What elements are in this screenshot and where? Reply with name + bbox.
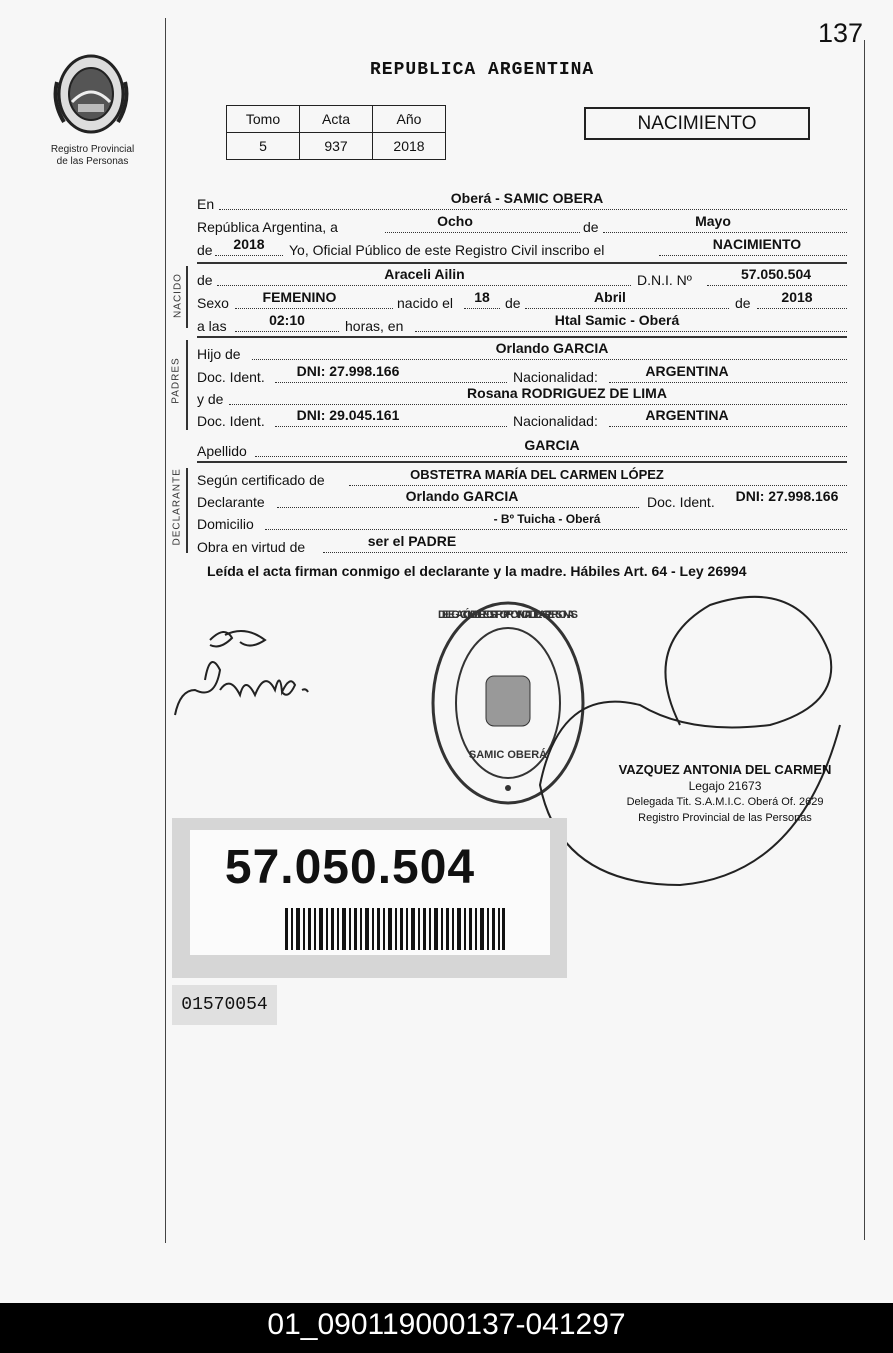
acta-value-acta: 937 <box>300 133 373 160</box>
padre-name: Orlando GARCIA <box>495 340 609 356</box>
date-day: Ocho <box>437 213 473 229</box>
stamp-outer-text: DELEGACIÓN DEL REGISTRO PROVINCIAL DE LAS PERSONAS <box>438 609 578 621</box>
official-signature <box>520 585 850 895</box>
closing-statement: Leída el acta firman conmigo el declarante y la madre. Hábiles Art. 64 - Ley 26994 <box>207 563 747 579</box>
date-year: 2018 <box>233 236 265 252</box>
certificado-value: OBSTETRA MARÍA DEL CARMEN LÓPEZ <box>410 467 664 482</box>
declarant-signature <box>170 620 330 720</box>
apellido-value: GARCIA <box>524 437 580 453</box>
left-margin-rule <box>165 18 166 1243</box>
date-de-label: de <box>583 219 599 235</box>
hijo-de-label: Hijo de <box>197 346 241 362</box>
acta-header-tomo: Tomo <box>227 106 300 133</box>
logo-caption-line2: de las Personas <box>56 156 129 167</box>
sexo-label: Sexo <box>197 295 229 311</box>
official-cargo: Delegada Tit. S.A.M.I.C. Oberá Of. 2629 <box>626 796 824 808</box>
year-de-label: de <box>197 242 213 258</box>
obra-label: Obra en virtud de <box>197 539 306 555</box>
domicilio-label: Domicilio <box>197 516 254 532</box>
y-de-label: y de <box>197 391 224 407</box>
nacido-dni-label: D.N.I. Nº <box>637 272 692 288</box>
birth-de-label: de <box>505 295 521 311</box>
date-month: Mayo <box>695 213 731 229</box>
barcode-label <box>190 830 550 955</box>
official-block <box>605 762 845 826</box>
birth-day: 18 <box>474 289 490 305</box>
acta-table <box>226 105 446 160</box>
madre-name: Rosana RODRIGUEZ DE LIMA <box>467 385 667 401</box>
birth-month: Abril <box>594 289 626 305</box>
logo-caption <box>30 144 155 168</box>
nacido-el-label: nacido el <box>397 295 454 311</box>
birth-place: Htal Samic - Oberá <box>554 312 680 328</box>
padre-nac-label: Nacionalidad: <box>513 369 598 385</box>
madre-doc: DNI: 29.045.161 <box>296 407 400 423</box>
apellido-label: Apellido <box>197 443 247 459</box>
declarante-doc-label: Doc. Ident. <box>647 494 715 510</box>
declarante-section-label: DECLARANTE <box>171 468 183 546</box>
inscription-row <box>197 238 847 258</box>
madre-doc-row <box>197 409 847 429</box>
place-label: En <box>197 196 215 212</box>
declarante-bracket <box>186 468 188 553</box>
obra-value: ser el PADRE <box>367 533 457 549</box>
declarante-label: Declarante <box>197 494 265 510</box>
barcode-bars <box>285 908 505 950</box>
serial-number: 01570054 <box>172 985 277 1025</box>
nacido-section-label: NACIDO <box>172 273 184 318</box>
page-title: REPUBLICA ARGENTINA <box>370 60 595 80</box>
barcode-number: 57.050.504 <box>224 841 476 894</box>
madre-nac-label: Nacionalidad: <box>513 413 598 429</box>
place-value: Oberá - SAMIC OBERA <box>450 190 604 206</box>
nacido-bracket <box>186 266 188 328</box>
padre-nationality: ARGENTINA <box>645 363 729 379</box>
birth-year: 2018 <box>781 289 813 305</box>
nacido-de-label: de <box>197 272 213 288</box>
madre-doc-label: Doc. Ident. <box>197 413 265 429</box>
barcode-sticker <box>172 818 567 978</box>
horas-label: horas, en <box>345 318 404 334</box>
inscription-tipo: NACIMIENTO <box>712 236 802 252</box>
declarante-name: Orlando GARCIA <box>405 488 519 504</box>
provincial-seal-logo <box>52 52 130 142</box>
padre-doc: DNI: 27.998.166 <box>296 363 400 379</box>
padre-doc-label: Doc. Ident. <box>197 369 265 385</box>
acta-header-acta: Acta <box>300 106 373 133</box>
page-number: 137 <box>817 18 863 48</box>
domicilio-value: - Bº Tuicha - Oberá <box>493 512 601 526</box>
apellido-row <box>197 439 847 459</box>
birth-hour: 02:10 <box>269 312 305 328</box>
sexo-value: FEMENINO <box>262 289 337 305</box>
certificado-label: Según certificado de <box>197 472 325 488</box>
madre-nationality: ARGENTINA <box>645 407 729 423</box>
alas-label: a las <box>197 318 227 334</box>
right-margin-rule <box>864 40 865 1240</box>
official-registro: Registro Provincial de las Personas <box>638 812 812 824</box>
nacido-time-row <box>197 314 847 334</box>
acta-header-ano: Año <box>373 106 446 133</box>
obra-row <box>197 535 847 555</box>
inscription-text: Yo, Oficial Público de este Registro Civil inscribo el <box>289 242 605 258</box>
declarante-doc: DNI: 27.998.166 <box>735 488 839 504</box>
footer-document-id: 01_090119000137-041297 <box>0 1303 893 1353</box>
official-legajo: Legajo 21673 <box>688 779 762 793</box>
republic-label: República Argentina, a <box>197 219 338 235</box>
padres-bracket <box>186 340 188 430</box>
official-name: VAZQUEZ ANTONIA DEL CARMEN <box>618 762 832 777</box>
acta-value-tomo: 5 <box>227 133 300 160</box>
birth-de2-label: de <box>735 295 751 311</box>
nacido-name: Araceli Ailin <box>384 266 465 282</box>
acta-value-ano: 2018 <box>373 133 446 160</box>
nacido-dni: 57.050.504 <box>740 266 812 282</box>
padres-section-label: PADRES <box>170 357 182 404</box>
stamp-inner-text: SAMIC OBERÁ <box>468 749 548 761</box>
document-type-box: NACIMIENTO <box>584 107 810 140</box>
logo-caption-line1: Registro Provincial <box>50 144 135 155</box>
